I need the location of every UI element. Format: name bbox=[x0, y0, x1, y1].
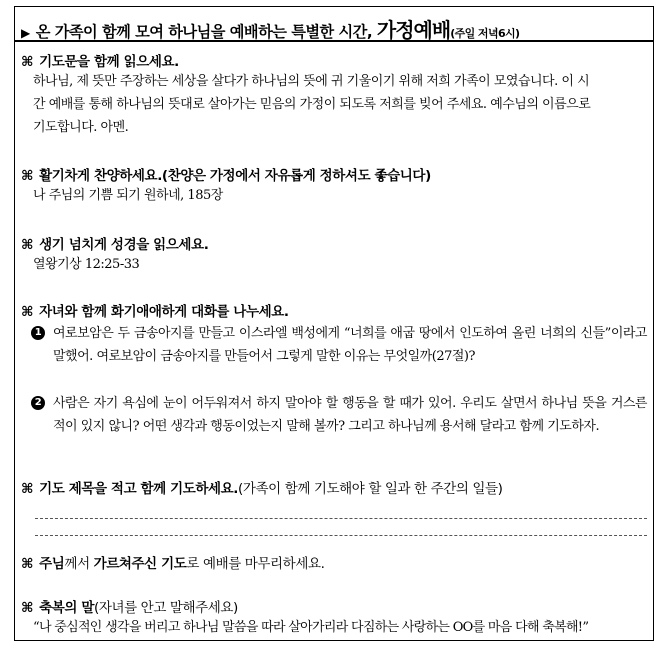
command-mark-icon: ⌘ bbox=[21, 304, 34, 320]
question-item: 2 사람은 자기 욕심에 눈이 어두워져서 하지 말아야 할 행동을 할 때가 있어. 우리도 살면서 하나님 뜻을 거스른 적이 있지 않니? 어떤 생각과 행동이었는지 말해 볼까? 그리고 하나님께 용서해 달라고 함께 기도하자. bbox=[21, 392, 649, 438]
section-heading: ⌘ 주님께서 가르쳐주신 기도로 예배를 마무리하세요. bbox=[21, 556, 325, 572]
writing-line bbox=[35, 518, 647, 519]
praise-text: 나 주님의 기쁨 되기 원하네, 185장 bbox=[33, 188, 223, 203]
section-prayer bbox=[21, 50, 649, 139]
section-praise bbox=[21, 164, 649, 207]
header-title bbox=[21, 14, 519, 43]
section-heading: ⌘ 자녀와 함께 화기애애하게 대화를 나누세요. bbox=[21, 304, 289, 320]
command-mark-icon: ⌘ bbox=[21, 556, 34, 572]
prayer-text: 하나님, 제 뜻만 주장하는 세상을 살다가 하나님의 뜻에 귀 기울이기 위해 저희 가족이 모였습니다. 이 시 간 예배를 통해 하나님의 뜻대로 살아가는 믿음의 가정이 되도록 저희를 빚어 주세요. 예수님의 이름으로 기도합니다. 아멘. bbox=[33, 74, 591, 135]
header-bar bbox=[15, 7, 653, 42]
header-prefix: 온 가족이 함께 모여 하나님을 예배하는 특별한 시간, bbox=[35, 23, 373, 41]
section-scripture bbox=[21, 233, 649, 276]
command-mark-icon: ⌘ bbox=[21, 54, 34, 70]
section-blessing bbox=[21, 596, 649, 639]
writing-line bbox=[35, 535, 647, 536]
section-talk bbox=[21, 300, 649, 438]
command-mark-icon: ⌘ bbox=[21, 168, 34, 184]
section-closing bbox=[21, 552, 649, 572]
blessing-text: “나 중심적인 생각을 버리고 하나님 말씀을 따라 살아가리라 다짐하는 사랑하는 OO를 마음 다해 축복해!” bbox=[33, 620, 589, 635]
header-main-title: 가정예배 bbox=[376, 18, 451, 42]
command-mark-icon: ⌘ bbox=[21, 237, 34, 253]
command-mark-icon: ⌘ bbox=[21, 481, 34, 497]
section-heading: ⌘ 기도 제목을 적고 함께 기도하세요.(가족이 함께 기도해야 할 일과 한 주간의 일들) bbox=[21, 481, 503, 497]
header-time: (주일 저녁6시) bbox=[450, 27, 520, 40]
question-item: 1 여로보암은 두 금송아지를 만들고 이스라엘 백성에게 “너희를 애굽 땅에서 인도하여 올린 너희의 신들”이라고 말했어. 여로보암이 금송아지를 만들어서 그렇게 말한 이유는 무엇일까(27절)? bbox=[21, 322, 649, 368]
number-one-icon: 1 bbox=[31, 326, 45, 340]
section-heading: ⌘ 기도문을 함께 읽으세요. bbox=[21, 54, 179, 70]
section-heading: ⌘ 생기 넘치게 성경을 읽으세요. bbox=[21, 237, 209, 253]
worship-guide-frame bbox=[14, 6, 654, 641]
command-mark-icon: ⌘ bbox=[21, 600, 34, 616]
number-two-icon: 2 bbox=[31, 396, 45, 410]
section-heading: ⌘ 축복의 말(자녀를 안고 말해주세요) bbox=[21, 600, 238, 616]
scripture-text: 열왕기상 12:25-33 bbox=[33, 257, 140, 272]
section-heading: ⌘ 활기차게 찬양하세요.(찬양은 가정에서 자유롭게 정하셔도 좋습니다) bbox=[21, 168, 431, 184]
play-arrow-icon: ▶ bbox=[21, 26, 30, 40]
section-prayer-topics bbox=[21, 477, 649, 497]
